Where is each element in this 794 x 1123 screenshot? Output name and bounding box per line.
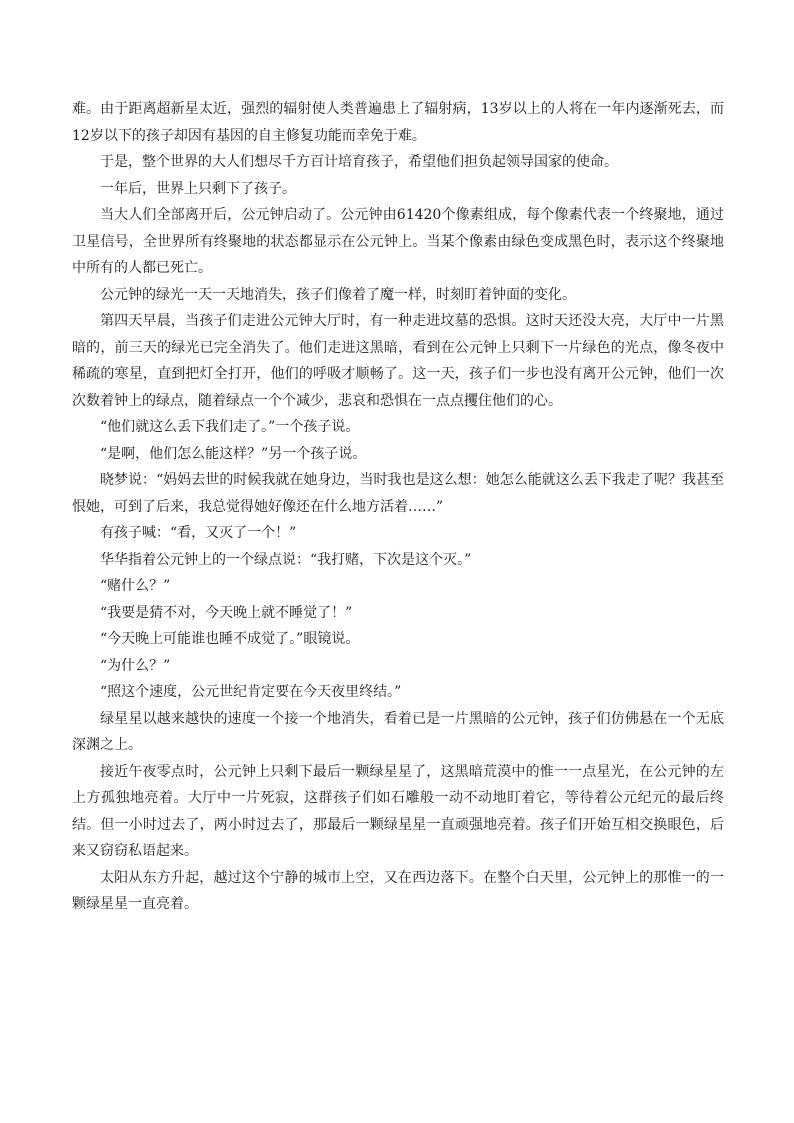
paragraph-11: 华华指着公元钟上的一个绿点说：“我打赌，下次是这个灭。” [100,551,472,568]
paragraph-16: “照这个速度，公元世纪肯定要在今天夜里终结。” [100,684,402,700]
paragraph-19: 太阳从东方升起，越过这个宁静的城市上空，又在西边落下。在整个白天里，公元钟上的那惟一的一颗绿星星一直亮着。 [72,869,724,912]
paragraph-15: “为什么？” [100,657,171,674]
paragraph-1: 难。由于距离超新星太近，强烈的辐射使人类普遍患上了辐射病，13岁以上的人将在一年内逐渐死去，而12岁以下的孩子却因有基因的自主修复功能而幸免于难。 [72,101,724,144]
paragraph-14: “今天晚上可能谁也睡不成觉了。”眼镜说。 [100,631,360,647]
paragraph-4: 当大人们全部离开后，公元钟启动了。公元钟由61420个像素组成，每个像素代表一个终聚地，通过卫星信号，全世界所有终聚地的状态都显示在公元钟上。当某个像素由绿色变成黑色时，表示这个终聚地中所有的人都已死亡。 [72,207,724,276]
paragraph-17: 绿星星以越来越快的速度一个接一个地消失，看着已是一片黑暗的公元钟，孩子们仿佛悬在一个无底深渊之上。 [72,710,724,753]
paragraph-5: 公元钟的绿光一天一天地消失，孩子们像着了魔一样，时刻盯着钟面的变化。 [100,286,576,303]
paragraph-2: 于是，整个世界的大人们想尽千方百计培育孩子，希望他们担负起领导国家的使命。 [100,154,618,170]
paragraph-3: 一年后，世界上只剩下了孩子。 [100,180,296,197]
paragraph-7: “他们就这么丢下我们走了。”一个孩子说。 [100,419,360,435]
paragraph-12: “赌什么？” [100,578,171,594]
paragraph-6: 第四天早晨，当孩子们走进公元钟大厅时，有一种走进坟墓的恐惧。这时天还没大亮，大厅中一片黑暗的，前三天的绿光已完全消失了。他们走进这黑暗，看到在公元钟上只剩下一片绿色的光点，像冬夜中稀疏的寒星，直到把灯全打开，他们的呼吸才顺畅了。这一天，孩子们一步也没有离开公元钟，他们一次次数着钟上的绿点，随着绿点一个个减少，悲哀和恐惧在一点点攫住他们的心。 [72,313,724,409]
paragraph-18: 接近午夜零点时，公元钟上只剩下最后一颗绿星星了，这黑暗荒漠中的惟一一点星光，在公元钟的左上方孤独地亮着。大厅中一片死寂，这群孩子们如石雕般一动不动地盯着它，等待着公元纪元的最后终结。但一小时过去了，两小时过去了，那最后一颗绿星星一直顽强地亮着。孩子们开始互相交换眼色，后来又窃窃私语起来。 [72,763,724,859]
paragraph-10: 有孩子喊：“看，又灭了一个！” [100,525,297,541]
paragraph-9: 晓梦说：“妈妈去世的时候我就在她身边，当时我也是这么想：她怎么能就这么丢下我走了呢？我甚至恨她，可到了后来，我总觉得她好像还在什么地方活着……” [72,472,724,515]
paragraph-13: “我要是猜不对，今天晚上就不睡觉了！” [100,604,353,621]
paragraph-8: “是啊，他们怎么能这样？”另一个孩子说。 [100,445,367,462]
document-page [72,96,724,918]
